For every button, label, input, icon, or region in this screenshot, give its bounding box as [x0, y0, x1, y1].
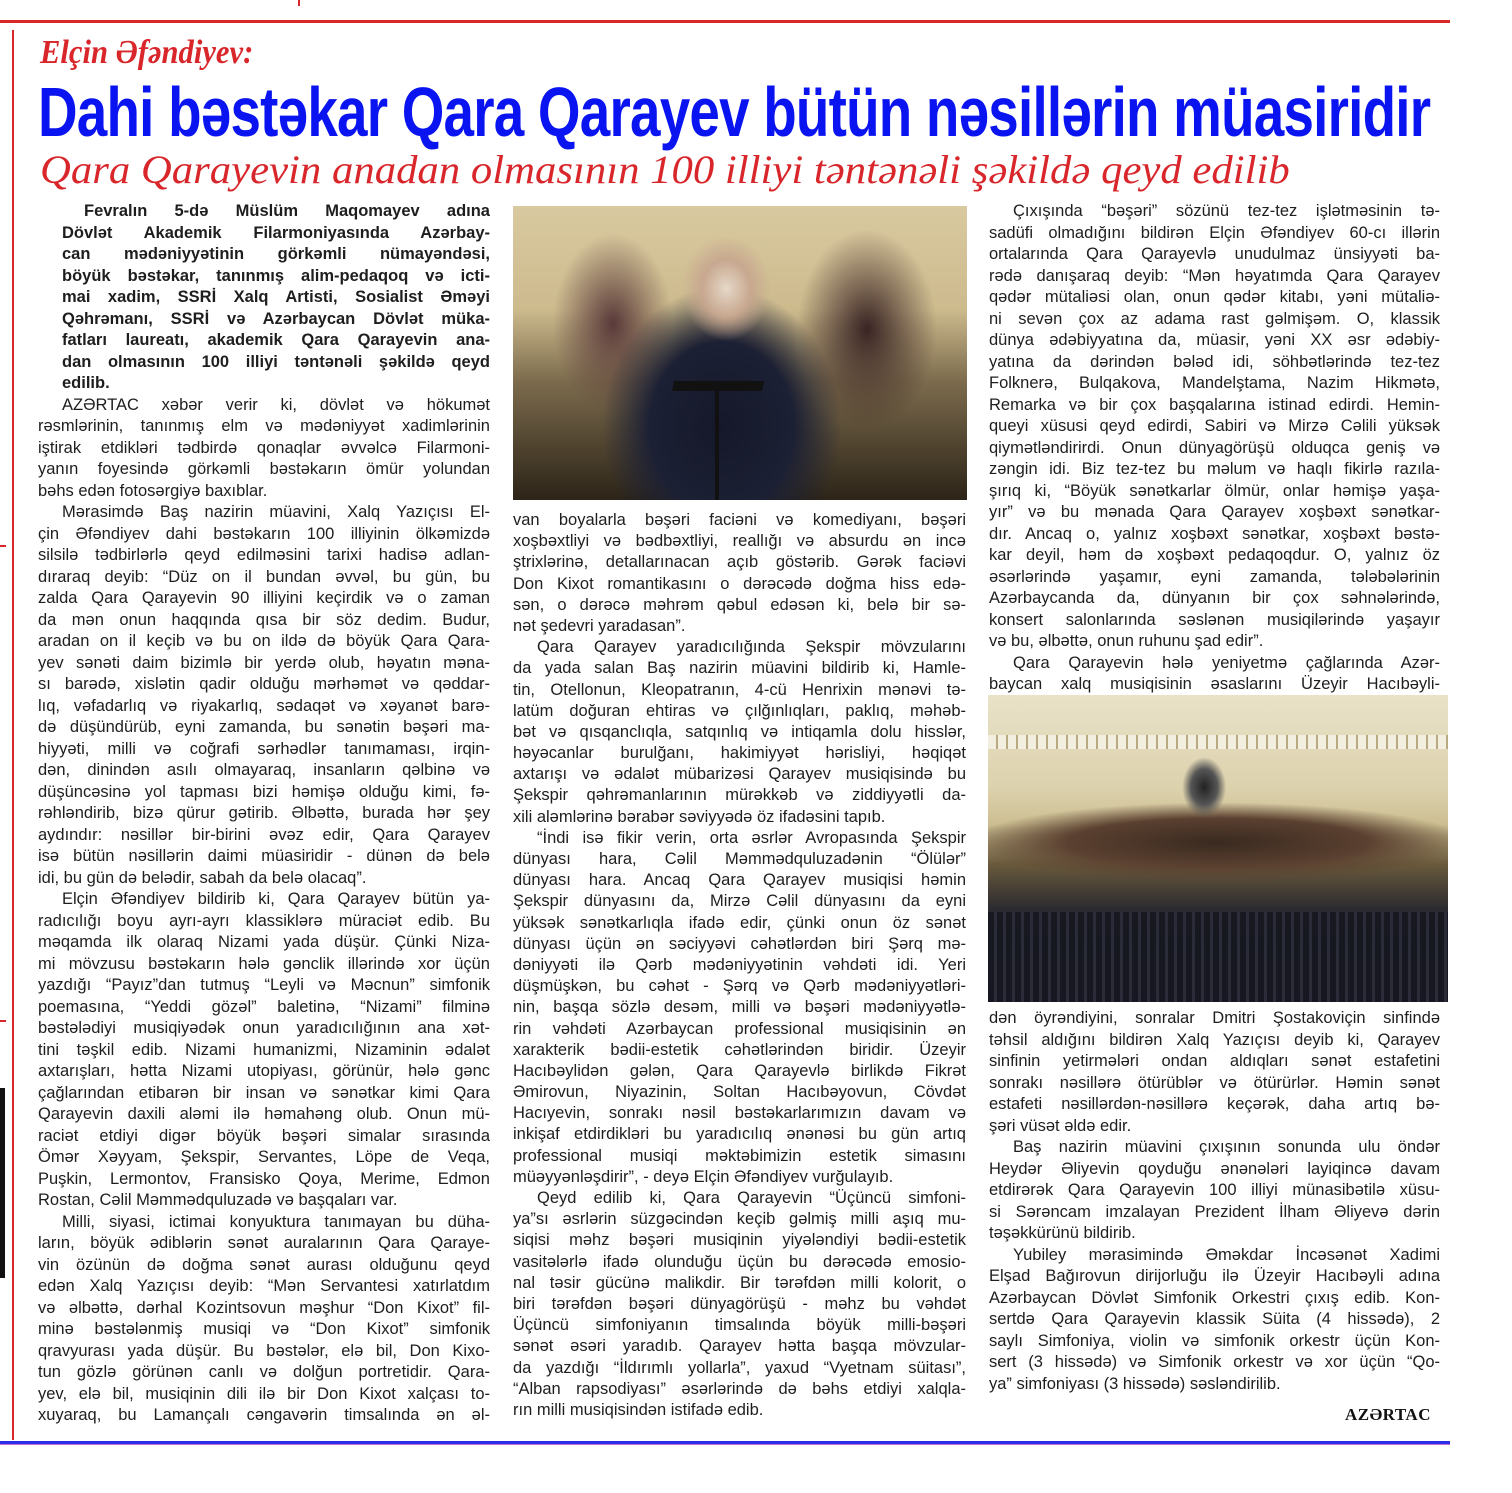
text-line: xarakterik bədii-estetik cəhətlərindən biridir. Üzeyir [513, 1040, 966, 1059]
text-line: sertdə Qara Qarayevin klassik Süita (4 hissədə), 2 [989, 1310, 1440, 1328]
text-line: rəhləndirib, bizə qürur gətirib. Əlbəttə, burada hər şey [38, 804, 490, 822]
music-stand-pole-shape [715, 391, 719, 500]
text-line: zalda Qara Qarayevin 90 illiyini keçirdik və o zaman [38, 589, 490, 607]
text-line: bət və qısqanclıqla, satqınlıq və intiqamla dolu hisslər, [513, 722, 966, 741]
text-line: təhsil aldığını bildirən Xalq Yazıçısı deyib ki, Qarayev [989, 1030, 1440, 1049]
text-line: Üçüncü simfoniyanın timsalında böyük milli-bəşəri [513, 1316, 966, 1335]
text-line: düşmüşkən, bu cəhət - Şərq və Qərb mədəniyyətləri- [513, 977, 966, 996]
text-line: Şekspir qəhrəmanlarının mürəkkəb və ziddiyyətli da- [513, 786, 966, 805]
text-line: da yazdığı “İldırımlı yollarla”, yaxud “Vyetnam süitası”, [513, 1358, 966, 1377]
body-paragraph [989, 1137, 1440, 1245]
text-line: yır” və bu mənada Qara Qarayev xoşbəxt sənətkar- [989, 503, 1440, 521]
text-line: etdirərək Qara Qarayevin 100 illiyi münasibətilə xüsu- [989, 1181, 1440, 1199]
text-line: nal təsir gücünə malikdir. Bir tərəfdən milli kolorit, o [513, 1273, 966, 1292]
text-line: “Alban rapsodiyası” əsərlərində də bəhs etdiyi xalqla- [513, 1379, 966, 1398]
body-paragraph [38, 889, 490, 1212]
text-line: əsərlərində yaşamır, eyni zamanda, tələbələrinin [989, 567, 1440, 586]
text-line: Azərbaycanda da, dünyanın bir çox səhnələrində, [989, 589, 1440, 607]
text-line: Əmirovun, Niyazinin, Soltan Hacıbəyovun, Cövdət [513, 1083, 966, 1102]
top-red-rule [0, 20, 1450, 23]
text-line: Remarka və bir çox başqalarına istinad edirdi. Hemin- [989, 395, 1440, 414]
text-line: rədə danışaraq deyib: “Mən həyatımda Qara Qarayev [989, 266, 1440, 285]
body-paragraph [38, 1212, 490, 1427]
page-edge-mark [0, 1020, 6, 1022]
text-line: tini təşkil edib. Nizami humanizmi, Nizaminin ədalət [38, 1040, 490, 1059]
body-paragraph [513, 828, 966, 1188]
text-line: tun gözlə görünən canlı və dolğun portretidir. Qara- [38, 1363, 490, 1381]
text-line: çağlarından etibarən bir insan və sənətkar kimi Qara [38, 1083, 490, 1102]
text-line: idi, bu gün də belədir, sabah da belə olacaq”. [38, 868, 367, 887]
body-paragraph [989, 1245, 1440, 1396]
text-line: dünyası üçün ən səciyyəvi cəhətlərdən biri Şərq mə- [513, 934, 966, 953]
text-line: axtarışı və ədalət mübarizəsi Qarayev musiqisində bu [513, 765, 966, 784]
text-line: siqisi məhz bəşəri musiqinin yiyələndiyi bədii-estetik [513, 1231, 966, 1250]
text-line: saylı Simfoniya, violin və simfonik orkestr üçün Kon- [989, 1331, 1440, 1350]
text-line: can mədəniyyətinin görkəmli nümayəndəsi, [62, 245, 490, 263]
text-line: poemasına, “Yeddi gözəl” baletinə, “Nizami” filminə [38, 997, 490, 1016]
text-line: nin, başqa sözlə desəm, milli və bəşəri mədəniyyətlə- [513, 998, 966, 1017]
text-line: radıcılığı boyu ayrı-ayrı klassiklərə müraciət edib. Bu [38, 911, 490, 930]
text-line: yatına da dərindən bələd idi, söhbətlərində tez-tez [989, 352, 1440, 371]
text-line: şəri vüsət əldə edir. [989, 1116, 1132, 1135]
text-line: Baş nazirin müavini çıxışının sonunda ulu öndər [1013, 1138, 1440, 1156]
text-line: Hacıyevin, sonrakı nəsil bəstəkarlarımızın davam və [513, 1104, 966, 1123]
text-line: aydındır: nəsillər bir-birini əvəz edir, Qara Qarayev [38, 825, 490, 844]
text-line: edilib. [62, 374, 110, 392]
concert-hall-orchestra-photo [988, 695, 1448, 1002]
text-line: raciət etdiyi digər böyük bəşəri simalar sırasında [38, 1126, 490, 1145]
text-line: inkişaf etdirdikləri bu yaradıcılıq ənənəsi bu gün artıq [513, 1125, 966, 1144]
lead-paragraph [62, 201, 490, 395]
text-line: sinfinin yetirmələri ondan aldıqları sənət estafetini [989, 1052, 1440, 1070]
text-line: edən Xalq Yazıçısı deyib: “Mən Servantesi xatırlatdım [38, 1277, 490, 1295]
text-line: axtarışları, hətta Nizami utopiyası, görünür, hələ gənc [38, 1062, 490, 1080]
text-line: dan olmasının 100 illiyi təntənəli şəkildə qeyd [62, 352, 490, 371]
text-line: baycan xalq musiqisinin əsaslarını Üzeyir Hacıbəyli- [989, 675, 1440, 693]
text-line: si Sərəncam imzalayan Prezident İlham Əliyevə dərin [989, 1202, 1440, 1221]
text-line: estafeti nəsillərdən-nəsillərə keçərək, daha artıq bə- [989, 1095, 1440, 1113]
text-line: çin Əfəndiyev dahi bəstəkarın 100 illiyinin ölkəmizdə [38, 524, 490, 543]
text-line: Elçin Əfəndiyev bildirib ki, Qara Qarayev bütün ya- [62, 890, 490, 908]
text-line: rəsmlərinin, tanınmış elm və mədəniyyət xadimlərinin [38, 417, 490, 435]
text-line: dünya ədəbiyyatına da, müasir, yəni XX əsr ədəbiy- [989, 331, 1440, 349]
text-line: bəstələdiyi musiqiyədək onun yaradıcılığının ana xət- [38, 1019, 490, 1037]
text-line: düşüncəsinə yol tapması bizi həmişə olduğu kimi, fə- [38, 782, 490, 801]
text-line: yev, elə bil, musiqinin dili ilə bir Don Kixot xalçası to- [38, 1384, 490, 1403]
text-line: Qəhrəmanı, SSRİ və Azərbaycan Dövlət müka- [62, 309, 490, 328]
text-line: da mən onun haqqında qısa bir söz dedim. Budur, [38, 610, 490, 629]
text-line: konsert salonlarında səslənən musiqilərində yaşayır [989, 610, 1440, 629]
balcony-shape [988, 735, 1448, 749]
text-line: Azərbaycan Dövlət Simfonik Orkestri çıxış edib. Kon- [989, 1288, 1440, 1307]
text-line: Milli, siyasi, ictimai konyuktura tanımayan bu düha- [62, 1212, 490, 1231]
text-line: və əlbəttə, dərhal Kozintsovun məşhur “Don Kixot” fil- [38, 1298, 490, 1317]
text-line: vin özünün də doğma sənət aurası olduğunu qeyd [38, 1255, 490, 1274]
text-line: Çıxışında “bəşəri” sözünü tez-tez işlətməsinin tə- [1013, 202, 1440, 220]
text-line: dən öyrəndiyini, sonralar Dmitri Şostakoviçin sinfində [989, 1009, 1440, 1027]
left-red-rule [12, 30, 14, 1440]
text-line: AZƏRTAC xəbər verir ki, dövlət və hökumət [62, 395, 490, 414]
text-line: tin, Otellonun, Kleopatranın, 4-cü Henrixin mənəvi tə- [513, 680, 966, 699]
text-line: Dövlət Akademik Filarmoniyasında Azərbay- [62, 223, 490, 242]
text-line: sı barədə, xislətin qadir olduğu mərhəmət və qəddar- [38, 675, 490, 693]
text-line: böyük bəstəkar, tanınmış alim-pedaqoq və icti- [62, 266, 490, 285]
audience-seats-shape [988, 912, 1448, 1002]
text-line: və bu, əlbəttə, onun ruhunu şad edir”. [989, 632, 1264, 650]
text-line: sadüfi olmadığını bildirən Elçin Əfəndiyev 60-cı illərin [989, 223, 1440, 242]
text-line: xili aləmlərinə bərabər səviyyədə öz ifadəsini tapıb. [513, 807, 886, 826]
text-line: ortalarında Qara Qarayevlə unudulmaz ünsiyyəti ba- [989, 245, 1440, 263]
body-paragraph [989, 1008, 1440, 1137]
text-line: həyəcanlar burulğanı, hakimiyyət hərisliyi, həqiqət [513, 744, 966, 763]
text-line: Yubiley mərasimində Əməkdar İncəsənət Xadimi [1013, 1245, 1440, 1264]
text-line: sert (3 hissədə) və Simfonik orkestr və xor üçün “Qo- [989, 1353, 1440, 1371]
text-line: Puşkin, Lermontov, Fransisko Qoya, Merime, Edmon [38, 1169, 490, 1188]
text-line: xuyaraq, bu Lamançalı cəngavərin timsalında ən əl- [38, 1406, 490, 1424]
text-line: yazdığı “Payız”dan tutmuş “Leyli və Məcnun” simfonik [38, 976, 490, 994]
text-line: “İndi isə fikir verin, orta əsrlər Avropasında Şekspir [537, 828, 966, 847]
text-line: sənət əsəri yaradıb. Qarayev hətta başqa mövzular- [513, 1337, 966, 1356]
text-line: təşəkkürünü bildirib. [989, 1224, 1136, 1242]
text-line: Mərasimdə Baş nazirin müavini, Xalq Yazıçısı El- [62, 503, 490, 521]
text-line: rın milli musiqisindən istifadə edib. [513, 1400, 764, 1419]
text-line: Heydər Əliyevin qoyduğu ənənələri layiqincə davam [989, 1159, 1440, 1178]
article-column-3-top [989, 201, 1440, 696]
text-line: sən, o dərəcə məhrəm qəbul edəsən ki, belə bir sə- [513, 595, 966, 614]
text-line: də düşündürüb, eyni zamanda, bu sənətin bəşəri ma- [38, 718, 490, 736]
page-edge-mark [0, 545, 6, 547]
text-line: dıraraq deyib: “Düz on il bundan əvvəl, bu gün, bu [38, 567, 490, 586]
text-line: yüksək sənətkarlıqla ifadə edir, çünki onun öz sənət [513, 913, 966, 932]
body-paragraph [989, 201, 1440, 653]
music-stand-shape [672, 381, 764, 391]
bottom-blue-rule [0, 1441, 1450, 1444]
text-line: isə bütün nəsillərin daimi müasiridir - dünən də belə [38, 847, 490, 865]
text-line: professional musiqi məktəbimizin estetik simasını [513, 1146, 966, 1165]
article-kicker: Elçin Əfəndiyev: [40, 34, 254, 71]
text-line: ya” simfoniyası (3 hissədə) səsləndirilib. [989, 1374, 1281, 1393]
text-line: Ömər Xəyyam, Şekspir, Servantes, Löpe de Veqa, [38, 1148, 490, 1166]
text-line: lıq, vəfadarlıq və riyakarlıq, sədaqət və xəyanət barə- [38, 696, 490, 715]
text-line: qiymətləndirirdi. Onun dünyagörüşü olduqca geniş və [989, 438, 1440, 457]
text-line: qravyurası yada düşür. Bu bəstələr, elə bil, Don Kixo- [38, 1341, 490, 1360]
text-line: dən, dinindən asılı olmayaraq, insanların qəlbinə və [38, 761, 490, 779]
text-line: da yada salan Baş nazirin müavini bildirib ki, Hamle- [513, 659, 966, 678]
text-line: ların, böyük ədiblərin sənət auralarının Qara Qaraye- [38, 1234, 490, 1252]
body-paragraph [513, 510, 966, 637]
body-paragraph [513, 1188, 966, 1421]
text-line: kar deyil, həm də xoşbəxt pedaqoqdur. O, yalnız öz [989, 546, 1440, 564]
text-line: iştirak etdikləri tədbirdə qonaqlar əvvəlcə Filarmoni- [38, 438, 490, 457]
agency-signature: AZƏRTAC [1345, 1405, 1431, 1424]
article-column-1 [38, 201, 490, 1427]
text-line: dünyası hara. Ancaq Qara Qarayev musiqisi həmin [513, 871, 966, 890]
article-column-3-bottom [989, 1008, 1440, 1395]
text-line: dəniyyəti ilə Qərb mədəniyyətinin vəhdəti idi. Yeri [513, 955, 966, 974]
text-line: biri tərəfdən bəşəri dünyagörüşü - məhz bu vəhdət [513, 1294, 966, 1313]
article-headline: Dahi bəstəkar Qara Qarayev bütün nəsillərin müasiridir [38, 73, 1431, 151]
article-subtitle: Qara Qarayevin anadan olmasının 100 illiyi təntənəli şəkildə qeyd edilib [40, 147, 1290, 192]
text-line: minə bəstələnmiş musiqi və “Don Kixot” simfonik [38, 1320, 490, 1338]
body-paragraph [989, 653, 1440, 696]
text-line: vasitələrlə ifadə olunduğu üçün bu dərəcədə emosio- [513, 1252, 966, 1271]
text-line: mai xadim, SSRİ Xalq Artisti, Sosialist Əməyi [62, 288, 490, 306]
text-line: Qara Qarayev yaradıcılığında Şekspir mövzularını [537, 638, 966, 657]
text-line: Şekspir dünyasını da, Mirzə Cəlil dünyasını da eyni [513, 892, 966, 911]
text-line: yev sənəti daim bizimlə bir yerdə olub, həyatın məna- [38, 653, 490, 672]
text-line: qədər mütaliəsi olan, onun qədər kitabı, yəni mütaliə- [989, 288, 1440, 306]
text-line: sonrakı nəsillərə ötürüblər və ötürürlər. Həmin sənət [989, 1073, 1440, 1092]
text-line: bəhs edən fotosərgiyə baxıblar. [38, 481, 268, 500]
text-line: Hacıbəylidən gələn, Qara Qarayevlə birlikdə Fikrət [513, 1061, 966, 1080]
text-line: xoşbəxtliyi və bədbəxtliyi, reallığı və absurdu ən incə [513, 532, 966, 551]
article-column-2 [513, 510, 966, 1421]
text-line: Folknerə, Bulqakova, Mandelştama, Nazim Hikmətə, [989, 374, 1440, 392]
text-line: nət şedevri yaradasan”. [513, 616, 686, 635]
text-line: Don Kixot romantikasını o dərəcədə doğma hiss edə- [513, 574, 966, 593]
text-line: dır. Ancaq o, yalnız xoşbəxt sənətkar, xoşbəxt bəstə- [989, 524, 1440, 543]
text-line: mi mövzusu bəstəkarın hələ gənclik illərində xor üçün [38, 954, 490, 973]
text-line: ya”sı əsrlərin süzgəcindən keçib gəlmiş milli aşıq mu- [513, 1210, 966, 1229]
text-line: ştrixlərinə, detallarınacan açıb göstərib. Gərək faciəvi [513, 553, 966, 572]
body-paragraph [38, 395, 490, 503]
speaker-at-podium-photo [513, 206, 967, 500]
text-line: Fevralın 5-də Müslüm Maqomayev adına [84, 202, 490, 220]
page-edge-mark [298, 0, 300, 6]
text-line: Qara Qarayevin hələ yeniyetmə çağlarında Azər- [1013, 653, 1440, 672]
body-paragraph [38, 502, 490, 889]
text-line: Qeyd edilib ki, Qara Qarayevin “Üçüncü simfoni- [537, 1189, 966, 1207]
text-line: silsilə tədbirlərlə qeyd edilməsini tarixi hadisə adlan- [38, 546, 490, 564]
text-line: hiyyəti, milli və coğrafi sərhədlər tanımaması, irqin- [38, 739, 490, 758]
text-line: dünyası hara, Cəlil Məmmədquluzadənin “Ölülər” [513, 850, 966, 868]
text-line: aradan on il keçib və bu on ildə də böyük Qara Qara- [38, 632, 490, 650]
text-line: yanın foyesində görkəmli bəstəkarın ömür yolundan [38, 460, 490, 478]
text-line: van boyalarla bəşəri faciəni və komediyanı, bəşəri [513, 511, 966, 529]
body-paragraph [513, 637, 966, 828]
text-line: latüm doğuran ehtiras və çılğınlıqları, paklıq, məhəb- [513, 701, 966, 720]
text-line: Qarayevin daxili aləmi ilə həmahəng olub. Onun mü- [38, 1105, 490, 1123]
text-line: zəngin idi. Biz tez-tez bu məlum və haqlı fikirlə razıla- [989, 460, 1440, 478]
text-line: şırıq ki, “Böyük sənətkarlar ölmür, onlar həmişə yaşa- [989, 481, 1440, 500]
text-line: məqamda ilk olaraq Nizami yada düşür. Çünki Niza- [38, 933, 490, 951]
text-line: Elşad Bağırovun dirijorluğu ilə Üzeyir Hacıbəyli adına [989, 1267, 1440, 1285]
text-line: fatları laureatı, akademik Qara Qarayevin ana- [62, 331, 490, 349]
text-line: queyi xüsusi qeyd edirdi, Sabiri və Mirzə Cəlili yüksək [989, 417, 1440, 435]
text-line: rin vəhdəti Azərbaycan professional musiqisinin ən [513, 1019, 966, 1038]
page-edge-block [0, 1088, 5, 1278]
text-line: müəyyənləşdirir”, - deyə Elçin Əfəndiyev vurğulayıb. [513, 1167, 894, 1186]
text-line: ni sevən çox az adama rast gəlmişəm. O, klassik [989, 309, 1440, 328]
text-line: Rostan, Cəlil Məmmədquluzadə və başqaları var. [38, 1191, 398, 1209]
